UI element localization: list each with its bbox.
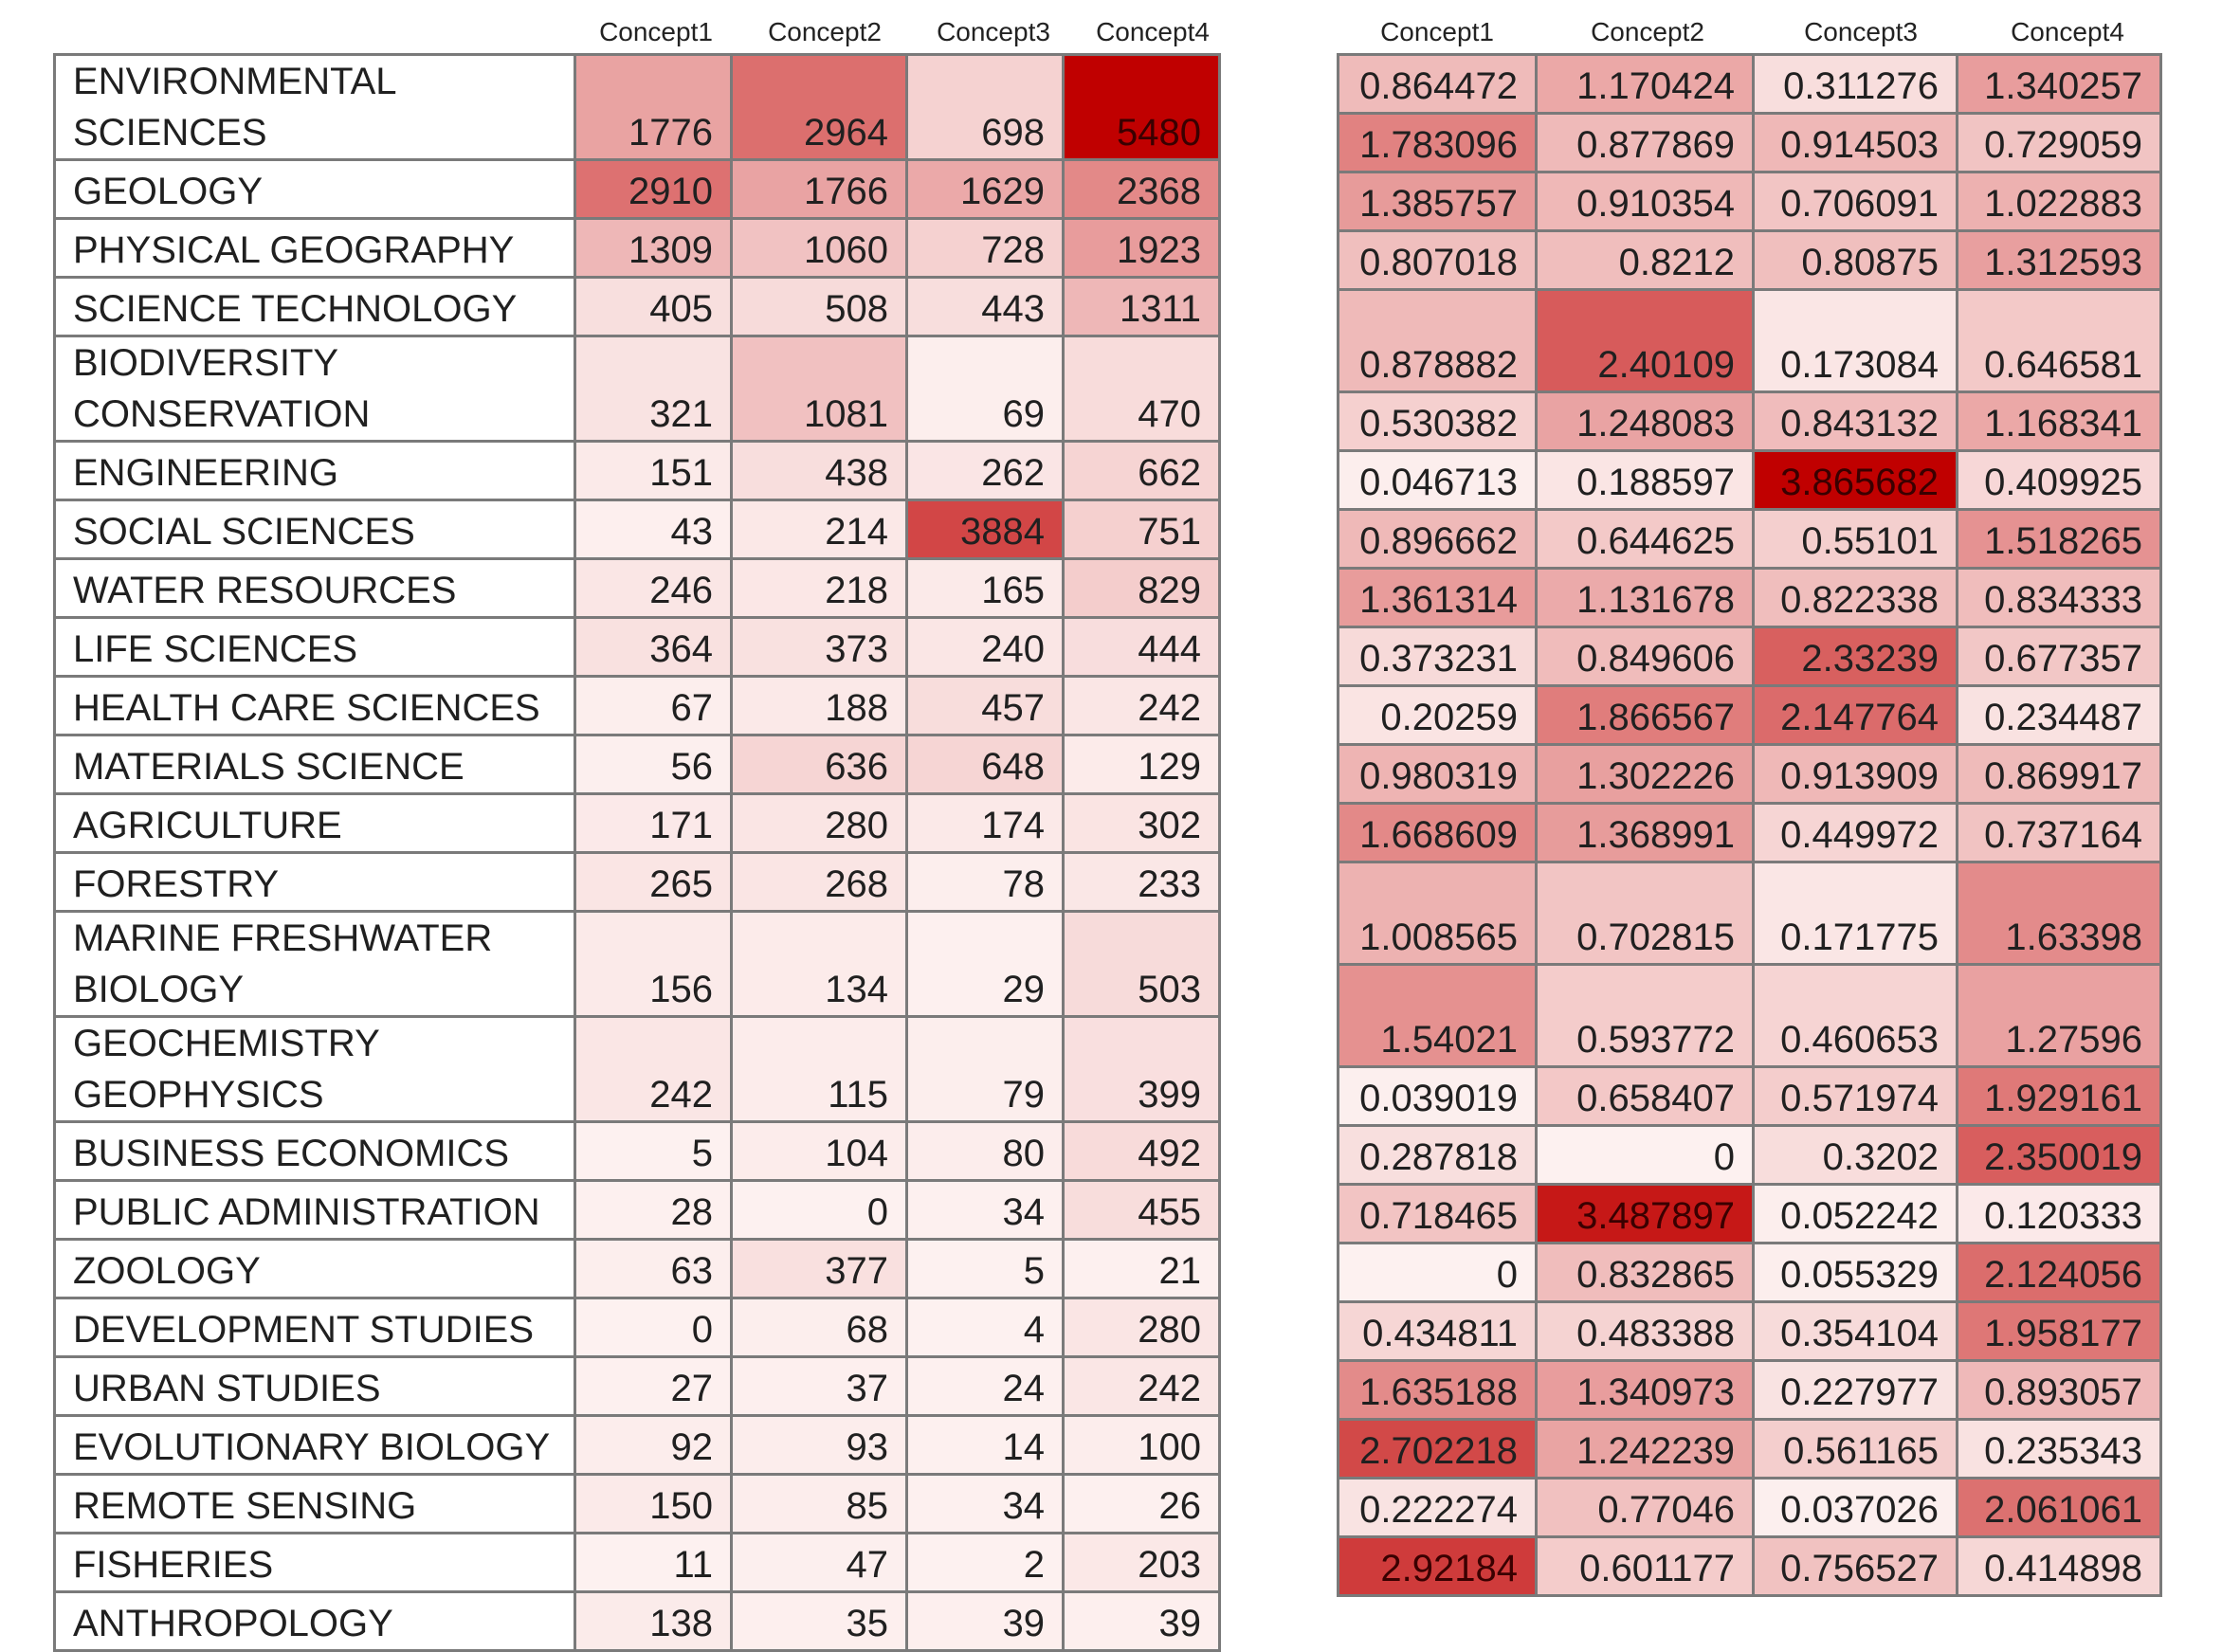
ratio-cell: 0 bbox=[1339, 1244, 1537, 1302]
ratio-cell: 2.33239 bbox=[1754, 627, 1958, 686]
column-header: Concept4 bbox=[2011, 17, 2124, 46]
count-cell: 455 bbox=[1064, 1181, 1220, 1240]
count-cell: 37 bbox=[732, 1357, 907, 1416]
ratio-cell: 1.866567 bbox=[1537, 686, 1754, 745]
table-row bbox=[55, 735, 1220, 794]
column-header: Concept1 bbox=[1380, 17, 1494, 46]
count-cell: 85 bbox=[732, 1475, 907, 1534]
table-row bbox=[1339, 1479, 2161, 1537]
row-label: ZOOLOGY bbox=[55, 1240, 575, 1298]
table-row bbox=[1339, 172, 2161, 231]
ratio-cell: 0.756527 bbox=[1754, 1537, 1958, 1596]
row-label: SOCIAL SCIENCES bbox=[55, 500, 575, 559]
table-row bbox=[1339, 114, 2161, 172]
table-row bbox=[55, 336, 1220, 442]
count-cell: 321 bbox=[575, 336, 732, 442]
ratio-cell: 1.008565 bbox=[1339, 862, 1537, 965]
ratio-cell: 0.601177 bbox=[1537, 1537, 1754, 1596]
table-row bbox=[55, 1592, 1220, 1651]
table-row bbox=[1339, 290, 2161, 392]
table-row bbox=[55, 794, 1220, 853]
table-row bbox=[1339, 1185, 2161, 1244]
ratio-cell: 1.635188 bbox=[1339, 1361, 1537, 1420]
ratio-cell: 0.832865 bbox=[1537, 1244, 1754, 1302]
column-header: Concept2 bbox=[1591, 17, 1704, 46]
count-cell: 377 bbox=[732, 1240, 907, 1298]
count-cell: 698 bbox=[907, 55, 1064, 160]
ratio-cell: 0.843132 bbox=[1754, 392, 1958, 451]
count-cell: 492 bbox=[1064, 1122, 1220, 1181]
table-row bbox=[1339, 569, 2161, 627]
ratio-cell: 0.571974 bbox=[1754, 1067, 1958, 1126]
row-label: SCIENCE TECHNOLOGY bbox=[55, 278, 575, 336]
table-row bbox=[55, 219, 1220, 278]
row-label: FORESTRY bbox=[55, 853, 575, 912]
count-cell: 636 bbox=[732, 735, 907, 794]
ratio-cell: 1.312593 bbox=[1958, 231, 2161, 290]
row-label: EVOLUTIONARY BIOLOGY bbox=[55, 1416, 575, 1475]
row-label: BIODIVERSITY CONSERVATION bbox=[55, 336, 575, 442]
count-cell: 242 bbox=[1064, 677, 1220, 735]
ratio-cell: 1.361314 bbox=[1339, 569, 1537, 627]
count-cell: 79 bbox=[907, 1017, 1064, 1122]
ratio-cell: 2.702218 bbox=[1339, 1420, 1537, 1479]
ratio-cell: 0.188597 bbox=[1537, 451, 1754, 510]
ratio-cell: 3.487897 bbox=[1537, 1185, 1754, 1244]
count-cell: 648 bbox=[907, 735, 1064, 794]
count-cell: 5 bbox=[575, 1122, 732, 1181]
count-cell: 93 bbox=[732, 1416, 907, 1475]
ratio-cell: 0.052242 bbox=[1754, 1185, 1958, 1244]
count-cell: 39 bbox=[907, 1592, 1064, 1651]
count-cell: 29 bbox=[907, 912, 1064, 1017]
ratio-cell: 0.822338 bbox=[1754, 569, 1958, 627]
ratio-cell: 0.677357 bbox=[1958, 627, 2161, 686]
ratio-cell: 0.354104 bbox=[1754, 1302, 1958, 1361]
ratio-cell: 0.914503 bbox=[1754, 114, 1958, 172]
ratio-cell: 0.737164 bbox=[1958, 804, 2161, 862]
row-label: ANTHROPOLOGY bbox=[55, 1592, 575, 1651]
table-row bbox=[55, 1357, 1220, 1416]
table-row bbox=[1339, 1537, 2161, 1596]
table-row bbox=[55, 1122, 1220, 1181]
count-cell: 1776 bbox=[575, 55, 732, 160]
ratio-cell: 0.234487 bbox=[1958, 686, 2161, 745]
ratio-cell: 2.92184 bbox=[1339, 1537, 1537, 1596]
count-cell: 444 bbox=[1064, 618, 1220, 677]
count-cell: 100 bbox=[1064, 1416, 1220, 1475]
ratio-cell: 0.913909 bbox=[1754, 745, 1958, 804]
table-row bbox=[1339, 1126, 2161, 1185]
ratio-cell: 0.807018 bbox=[1339, 231, 1537, 290]
count-cell: 115 bbox=[732, 1017, 907, 1122]
ratio-cell: 0.373231 bbox=[1339, 627, 1537, 686]
count-cell: 457 bbox=[907, 677, 1064, 735]
row-label: PUBLIC ADMINISTRATION bbox=[55, 1181, 575, 1240]
ratio-cell: 0.593772 bbox=[1537, 965, 1754, 1067]
count-cell: 171 bbox=[575, 794, 732, 853]
count-cell: 399 bbox=[1064, 1017, 1220, 1122]
table-row bbox=[55, 500, 1220, 559]
count-cell: 1309 bbox=[575, 219, 732, 278]
table-row bbox=[55, 559, 1220, 618]
ratio-cell: 0.3202 bbox=[1754, 1126, 1958, 1185]
table-row bbox=[1339, 1361, 2161, 1420]
ratio-cell: 0 bbox=[1537, 1126, 1754, 1185]
table-row bbox=[55, 160, 1220, 219]
column-header: Concept4 bbox=[1096, 17, 1210, 46]
ratio-cell: 0.046713 bbox=[1339, 451, 1537, 510]
ratio-cell: 1.929161 bbox=[1958, 1067, 2161, 1126]
ratio-cell: 0.80875 bbox=[1754, 231, 1958, 290]
table-row bbox=[55, 912, 1220, 1017]
ratio-cell: 2.061061 bbox=[1958, 1479, 2161, 1537]
count-cell: 134 bbox=[732, 912, 907, 1017]
count-cell: 5 bbox=[907, 1240, 1064, 1298]
count-cell: 470 bbox=[1064, 336, 1220, 442]
table-row bbox=[55, 1475, 1220, 1534]
column-header: Concept3 bbox=[937, 17, 1050, 46]
count-cell: 0 bbox=[732, 1181, 907, 1240]
count-cell: 69 bbox=[907, 336, 1064, 442]
ratio-cell: 0.702815 bbox=[1537, 862, 1754, 965]
count-cell: 24 bbox=[907, 1357, 1064, 1416]
count-cell: 1629 bbox=[907, 160, 1064, 219]
ratio-cell: 1.340973 bbox=[1537, 1361, 1754, 1420]
count-cell: 56 bbox=[575, 735, 732, 794]
count-cell: 4 bbox=[907, 1298, 1064, 1357]
count-cell: 373 bbox=[732, 618, 907, 677]
table-row bbox=[1339, 451, 2161, 510]
ratio-table bbox=[1337, 53, 2162, 1597]
count-cell: 3884 bbox=[907, 500, 1064, 559]
ratio-cell: 0.706091 bbox=[1754, 172, 1958, 231]
ratio-cell: 0.171775 bbox=[1754, 862, 1958, 965]
count-cell: 242 bbox=[1064, 1357, 1220, 1416]
ratio-cell: 0.409925 bbox=[1958, 451, 2161, 510]
row-label: BUSINESS ECONOMICS bbox=[55, 1122, 575, 1181]
ratio-cell: 3.865682 bbox=[1754, 451, 1958, 510]
count-cell: 203 bbox=[1064, 1534, 1220, 1592]
table-row bbox=[1339, 627, 2161, 686]
count-cell: 5480 bbox=[1064, 55, 1220, 160]
table-row bbox=[1339, 686, 2161, 745]
table-row bbox=[1339, 804, 2161, 862]
row-label: FISHERIES bbox=[55, 1534, 575, 1592]
count-cell: 138 bbox=[575, 1592, 732, 1651]
count-cell: 1060 bbox=[732, 219, 907, 278]
ratio-cell: 0.235343 bbox=[1958, 1420, 2161, 1479]
count-table bbox=[53, 53, 1221, 1652]
count-cell: 280 bbox=[1064, 1298, 1220, 1357]
count-cell: 0 bbox=[575, 1298, 732, 1357]
count-cell: 11 bbox=[575, 1534, 732, 1592]
ratio-cell: 0.869917 bbox=[1958, 745, 2161, 804]
count-cell: 268 bbox=[732, 853, 907, 912]
count-cell: 92 bbox=[575, 1416, 732, 1475]
count-cell: 68 bbox=[732, 1298, 907, 1357]
count-cell: 21 bbox=[1064, 1240, 1220, 1298]
table-row bbox=[1339, 392, 2161, 451]
table-row bbox=[1339, 745, 2161, 804]
ratio-cell: 0.055329 bbox=[1754, 1244, 1958, 1302]
ratio-cell: 2.147764 bbox=[1754, 686, 1958, 745]
ratio-cell: 1.54021 bbox=[1339, 965, 1537, 1067]
ratio-cell: 0.910354 bbox=[1537, 172, 1754, 231]
ratio-cell: 0.8212 bbox=[1537, 231, 1754, 290]
row-label: URBAN STUDIES bbox=[55, 1357, 575, 1416]
table-row bbox=[55, 442, 1220, 500]
ratio-cell: 0.483388 bbox=[1537, 1302, 1754, 1361]
table-row bbox=[1339, 862, 2161, 965]
count-cell: 188 bbox=[732, 677, 907, 735]
ratio-cell: 0.561165 bbox=[1754, 1420, 1958, 1479]
table-row bbox=[55, 1240, 1220, 1298]
table-row bbox=[1339, 1244, 2161, 1302]
row-label: ENVIRONMENTAL SCIENCES bbox=[55, 55, 575, 160]
table-row bbox=[55, 55, 1220, 160]
ratio-cell: 0.718465 bbox=[1339, 1185, 1537, 1244]
count-cell: 1081 bbox=[732, 336, 907, 442]
count-cell: 508 bbox=[732, 278, 907, 336]
count-cell: 1766 bbox=[732, 160, 907, 219]
ratio-cell: 0.55101 bbox=[1754, 510, 1958, 569]
ratio-cell: 1.958177 bbox=[1958, 1302, 2161, 1361]
ratio-cell: 0.644625 bbox=[1537, 510, 1754, 569]
ratio-cell: 0.311276 bbox=[1754, 55, 1958, 114]
ratio-cell: 1.340257 bbox=[1958, 55, 2161, 114]
count-cell: 218 bbox=[732, 559, 907, 618]
count-cell: 63 bbox=[575, 1240, 732, 1298]
row-label: LIFE SCIENCES bbox=[55, 618, 575, 677]
row-label: GEOLOGY bbox=[55, 160, 575, 219]
ratio-cell: 0.449972 bbox=[1754, 804, 1958, 862]
count-cell: 47 bbox=[732, 1534, 907, 1592]
count-cell: 503 bbox=[1064, 912, 1220, 1017]
row-label: AGRICULTURE bbox=[55, 794, 575, 853]
row-label: GEOCHEMISTRY GEOPHYSICS bbox=[55, 1017, 575, 1122]
ratio-cell: 1.022883 bbox=[1958, 172, 2161, 231]
table-row bbox=[1339, 1067, 2161, 1126]
ratio-cell: 0.173084 bbox=[1754, 290, 1958, 392]
row-label: ENGINEERING bbox=[55, 442, 575, 500]
ratio-cell: 1.385757 bbox=[1339, 172, 1537, 231]
ratio-cell: 0.980319 bbox=[1339, 745, 1537, 804]
ratio-cell: 1.302226 bbox=[1537, 745, 1754, 804]
table-row bbox=[1339, 1420, 2161, 1479]
row-label: MATERIALS SCIENCE bbox=[55, 735, 575, 794]
count-cell: 2 bbox=[907, 1534, 1064, 1592]
count-cell: 443 bbox=[907, 278, 1064, 336]
ratio-cell: 0.646581 bbox=[1958, 290, 2161, 392]
ratio-cell: 0.414898 bbox=[1958, 1537, 2161, 1596]
table-row bbox=[55, 278, 1220, 336]
count-cell: 174 bbox=[907, 794, 1064, 853]
count-cell: 34 bbox=[907, 1181, 1064, 1240]
row-label: HEALTH CARE SCIENCES bbox=[55, 677, 575, 735]
ratio-cell: 0.530382 bbox=[1339, 392, 1537, 451]
ratio-cell: 0.227977 bbox=[1754, 1361, 1958, 1420]
count-cell: 26 bbox=[1064, 1475, 1220, 1534]
count-cell: 104 bbox=[732, 1122, 907, 1181]
ratio-cell: 1.131678 bbox=[1537, 569, 1754, 627]
table-row bbox=[1339, 231, 2161, 290]
table-row bbox=[55, 677, 1220, 735]
ratio-cell: 0.729059 bbox=[1958, 114, 2161, 172]
ratio-cell: 0.120333 bbox=[1958, 1185, 2161, 1244]
table-row bbox=[55, 1534, 1220, 1592]
row-label: MARINE FRESHWATER BIOLOGY bbox=[55, 912, 575, 1017]
row-label: DEVELOPMENT STUDIES bbox=[55, 1298, 575, 1357]
count-cell: 751 bbox=[1064, 500, 1220, 559]
ratio-cell: 1.242239 bbox=[1537, 1420, 1754, 1479]
ratio-cell: 0.864472 bbox=[1339, 55, 1537, 114]
ratio-cell: 0.77046 bbox=[1537, 1479, 1754, 1537]
count-cell: 129 bbox=[1064, 735, 1220, 794]
ratio-cell: 0.222274 bbox=[1339, 1479, 1537, 1537]
count-cell: 829 bbox=[1064, 559, 1220, 618]
table-row bbox=[1339, 1302, 2161, 1361]
row-label: PHYSICAL GEOGRAPHY bbox=[55, 219, 575, 278]
ratio-cell: 0.434811 bbox=[1339, 1302, 1537, 1361]
count-cell: 1311 bbox=[1064, 278, 1220, 336]
table-row bbox=[55, 1416, 1220, 1475]
ratio-cell: 0.039019 bbox=[1339, 1067, 1537, 1126]
count-cell: 39 bbox=[1064, 1592, 1220, 1651]
count-cell: 28 bbox=[575, 1181, 732, 1240]
count-cell: 27 bbox=[575, 1357, 732, 1416]
row-label: WATER RESOURCES bbox=[55, 559, 575, 618]
count-cell: 80 bbox=[907, 1122, 1064, 1181]
count-cell: 405 bbox=[575, 278, 732, 336]
column-header: Concept1 bbox=[599, 17, 713, 46]
ratio-cell: 0.893057 bbox=[1958, 1361, 2161, 1420]
count-cell: 265 bbox=[575, 853, 732, 912]
table-row bbox=[55, 853, 1220, 912]
count-cell: 156 bbox=[575, 912, 732, 1017]
column-header: Concept3 bbox=[1804, 17, 1918, 46]
count-cell: 78 bbox=[907, 853, 1064, 912]
count-cell: 280 bbox=[732, 794, 907, 853]
count-cell: 262 bbox=[907, 442, 1064, 500]
table-row bbox=[1339, 965, 2161, 1067]
count-cell: 662 bbox=[1064, 442, 1220, 500]
table-row bbox=[55, 1298, 1220, 1357]
ratio-cell: 1.168341 bbox=[1958, 392, 2161, 451]
count-cell: 242 bbox=[575, 1017, 732, 1122]
count-cell: 438 bbox=[732, 442, 907, 500]
ratio-cell: 0.849606 bbox=[1537, 627, 1754, 686]
count-cell: 728 bbox=[907, 219, 1064, 278]
table-row bbox=[55, 618, 1220, 677]
column-header: Concept2 bbox=[768, 17, 882, 46]
ratio-cell: 1.368991 bbox=[1537, 804, 1754, 862]
count-cell: 151 bbox=[575, 442, 732, 500]
table-row bbox=[1339, 510, 2161, 569]
ratio-cell: 0.287818 bbox=[1339, 1126, 1537, 1185]
ratio-cell: 0.878882 bbox=[1339, 290, 1537, 392]
table-row bbox=[55, 1017, 1220, 1122]
ratio-cell: 1.63398 bbox=[1958, 862, 2161, 965]
count-cell: 2964 bbox=[732, 55, 907, 160]
ratio-cell: 0.460653 bbox=[1754, 965, 1958, 1067]
count-cell: 302 bbox=[1064, 794, 1220, 853]
count-cell: 240 bbox=[907, 618, 1064, 677]
count-cell: 2368 bbox=[1064, 160, 1220, 219]
ratio-cell: 0.834333 bbox=[1958, 569, 2161, 627]
count-cell: 364 bbox=[575, 618, 732, 677]
count-cell: 35 bbox=[732, 1592, 907, 1651]
ratio-cell: 1.170424 bbox=[1537, 55, 1754, 114]
count-cell: 43 bbox=[575, 500, 732, 559]
count-cell: 67 bbox=[575, 677, 732, 735]
count-cell: 14 bbox=[907, 1416, 1064, 1475]
ratio-cell: 2.40109 bbox=[1537, 290, 1754, 392]
ratio-cell: 1.248083 bbox=[1537, 392, 1754, 451]
row-label: REMOTE SENSING bbox=[55, 1475, 575, 1534]
ratio-cell: 0.037026 bbox=[1754, 1479, 1958, 1537]
ratio-cell: 1.27596 bbox=[1958, 965, 2161, 1067]
ratio-cell: 2.124056 bbox=[1958, 1244, 2161, 1302]
ratio-cell: 1.518265 bbox=[1958, 510, 2161, 569]
count-cell: 214 bbox=[732, 500, 907, 559]
ratio-cell: 2.350019 bbox=[1958, 1126, 2161, 1185]
count-cell: 165 bbox=[907, 559, 1064, 618]
table-row bbox=[1339, 55, 2161, 114]
ratio-cell: 1.668609 bbox=[1339, 804, 1537, 862]
count-cell: 1923 bbox=[1064, 219, 1220, 278]
count-cell: 34 bbox=[907, 1475, 1064, 1534]
count-cell: 246 bbox=[575, 559, 732, 618]
ratio-cell: 0.658407 bbox=[1537, 1067, 1754, 1126]
count-cell: 2910 bbox=[575, 160, 732, 219]
ratio-cell: 0.896662 bbox=[1339, 510, 1537, 569]
ratio-cell: 1.783096 bbox=[1339, 114, 1537, 172]
table-row bbox=[55, 1181, 1220, 1240]
count-cell: 233 bbox=[1064, 853, 1220, 912]
ratio-cell: 0.877869 bbox=[1537, 114, 1754, 172]
ratio-cell: 0.20259 bbox=[1339, 686, 1537, 745]
count-cell: 150 bbox=[575, 1475, 732, 1534]
